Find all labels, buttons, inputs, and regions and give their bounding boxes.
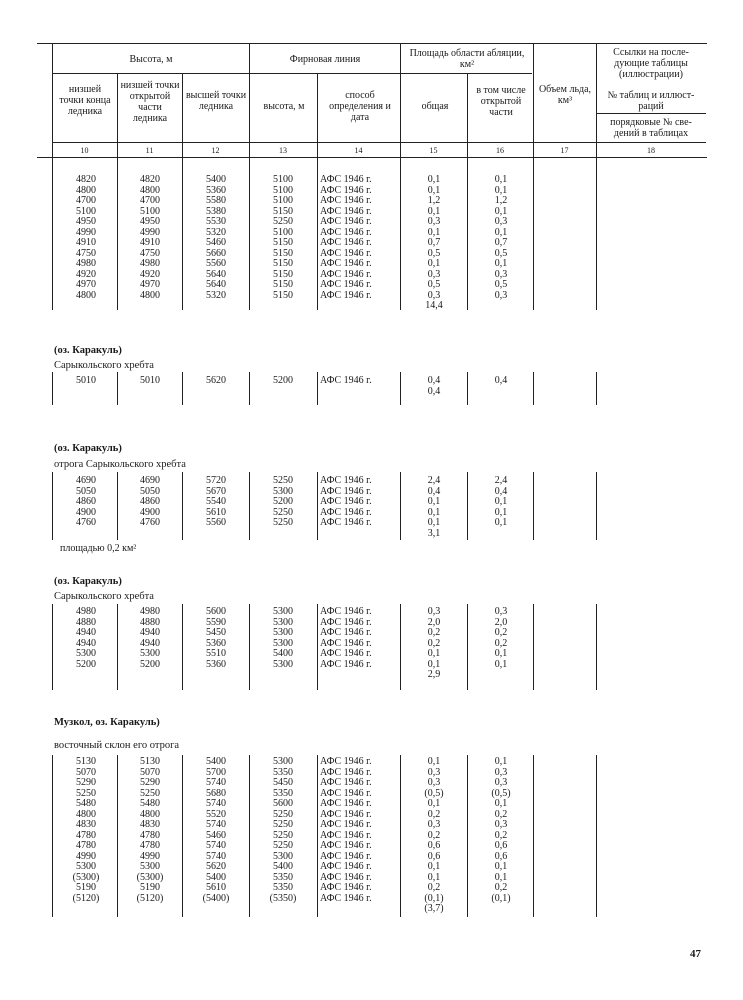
cell-col13: 5100 5100 5100 5150 5250 5100 5150 5150 5150 5150 5150 5150 [273, 174, 293, 301]
header-ablation-group: Площадь области абляции, км² [409, 48, 525, 70]
cell-col12: 5620 [206, 375, 226, 386]
cell-col13: 5250 5300 5200 5250 5250 [273, 475, 293, 528]
col-number-17: 17 [560, 146, 569, 155]
cell-col15: 0,1 0,1 1,2 0,1 0,3 0,1 0,7 0,5 0,1 0,3 0,5 0,3 14,4 [425, 174, 443, 311]
cell-col11: 4820 4800 4700 5100 4950 4990 4910 4750 4980 4920 4970 4800 [140, 174, 160, 301]
cell-col16: 0,1 0,1 1,2 0,1 0,3 0,1 0,7 0,5 0,1 0,3 0,5 0,3 [494, 174, 508, 301]
cell-col13: 5300 5300 5300 5300 5400 5300 [273, 606, 293, 670]
cell-col10: 4690 5050 4860 4900 4760 [76, 475, 96, 528]
cell-col12: 5400 5700 5740 5680 5740 5520 5740 5460 5740 5740 5620 5400 5610 (5400) [202, 756, 230, 904]
col-number-13: 13 [279, 146, 287, 155]
header-col17: Объем льда, км³ [538, 84, 592, 106]
cell-col10: 5010 [76, 375, 96, 386]
cell-col16: 2,4 0,4 0,1 0,1 0,1 [494, 475, 508, 528]
cell-col16: 0,3 2,0 0,2 0,2 0,1 0,1 [494, 606, 508, 670]
col-number-10: 10 [80, 146, 89, 155]
header-col15: общая [421, 101, 449, 112]
cell-col11: 5130 5070 5290 5250 5480 4800 4830 4780 4780 4990 5300 (5300) 5190 (5120) [136, 756, 164, 904]
cell-col14: АФС 1946 г. АФС 1946 г. АФС 1946 г. АФС 1946 г. АФС 1946 г. АФС 1946 г. АФС 1946 г. АФС 1946 г. АФС 1946 г. АФС 1946 г. АФС 1946 г. АФС 1946 г. [320, 174, 372, 301]
header-col18a: № таблиц и иллюст-раций [607, 90, 695, 112]
cell-col12: 5400 5360 5580 5380 5530 5320 5460 5660 5560 5640 5640 5320 [206, 174, 226, 301]
cell-col10: 4980 4880 4940 4940 5300 5200 [76, 606, 96, 670]
cell-col14: АФС 1946 г. АФС 1946 г. АФС 1946 г. АФС 1946 г. АФС 1946 г. [320, 475, 372, 528]
cell-col14: АФС 1946 г. АФС 1946 г. АФС 1946 г. АФС 1946 г. АФС 1946 г. АФС 1946 г. АФС 1946 г. АФС 1946 г. АФС 1946 г. АФС 1946 г. АФС 1946 г. АФС 1946 г. АФС 1946 г. АФС 1946 г. [320, 756, 372, 904]
col-number-16: 16 [496, 146, 504, 155]
header-height-group: Высота, м [129, 54, 173, 65]
section-title: (оз. Каракуль) [54, 443, 122, 454]
col-number-15: 15 [429, 146, 438, 155]
page-number: 47 [690, 948, 701, 960]
cell-col13: 5300 5350 5450 5350 5600 5250 5250 5250 5250 5300 5400 5350 5350 (5350) [269, 756, 297, 904]
header-col13: высота, м [263, 101, 305, 112]
cell-col14: АФС 1946 г. АФС 1946 г. АФС 1946 г. АФС 1946 г. АФС 1946 г. АФС 1946 г. [320, 606, 372, 670]
header-firn-group: Фирновая линия [289, 54, 361, 65]
section-subtitle: Сарыкольского хребта [54, 360, 154, 371]
cell-col11: 5010 [140, 375, 160, 386]
cell-col13: 5200 [273, 375, 293, 386]
cell-col12: 5720 5670 5540 5610 5560 [206, 475, 226, 528]
header-refs-group: Ссылки на после-дующие таблицы (иллюстрации) [613, 47, 689, 80]
header-col12: высшей точки ледника [185, 90, 247, 112]
cell-col11: 4980 4880 4940 4940 5300 5200 [140, 606, 160, 670]
col-number-11: 11 [145, 146, 154, 155]
cell-col15: 0,4 0,4 [427, 375, 441, 397]
col-number-14: 14 [354, 146, 363, 155]
cell-col10: 5130 5070 5290 5250 5480 4800 4830 4780 4780 4990 5300 (5300) 5190 (5120) [72, 756, 100, 904]
section-title: (оз. Каракуль) [54, 576, 122, 587]
cell-col15: 0,1 0,3 0,3 (0,5) 0,1 0,2 0,3 0,2 0,6 0,6 0,1 0,1 0,2 (0,1) (3,7) [424, 756, 444, 914]
col-number-12: 12 [211, 146, 220, 155]
section-title: Музкол, оз. Каракуль) [54, 717, 160, 728]
header-col11: низшей точки открытой части ледника [120, 80, 180, 124]
cell-col15: 0,3 2,0 0,2 0,2 0,1 0,1 2,9 [427, 606, 441, 680]
col-number-18: 18 [647, 146, 655, 155]
section-subtitle: Сарыкольского хребта [54, 591, 154, 602]
cell-col11: 4690 5050 4860 4900 4760 [140, 475, 160, 528]
cell-col12: 5600 5590 5450 5360 5510 5360 [206, 606, 226, 670]
cell-col16: 0,1 0,3 0,3 (0,5) 0,1 0,2 0,3 0,2 0,6 0,6 0,1 0,1 0,2 (0,1) [491, 756, 511, 904]
cell-col14: АФС 1946 г. [320, 375, 372, 386]
cell-col15: 2,4 0,4 0,1 0,1 0,1 3,1 [427, 475, 441, 539]
section-title: (оз. Каракуль) [54, 345, 122, 356]
section-subtitle: отрога Сарыкольского хребта [54, 459, 186, 470]
header-col16: в том числе открытой части [476, 85, 526, 118]
header-col18b: порядковые № све-дений в таблицах [610, 117, 692, 139]
header-col14: способ определения и дата [329, 90, 391, 123]
section-subtitle: восточный склон его отрога [54, 740, 180, 751]
section-note: площадью 0,2 км² [60, 543, 137, 554]
cell-col10: 4820 4800 4700 5100 4950 4990 4910 4750 4980 4920 4970 4800 [76, 174, 96, 301]
header-col10: низшей точки конца ледника [59, 84, 111, 117]
cell-col16: 0,4 [494, 375, 508, 386]
